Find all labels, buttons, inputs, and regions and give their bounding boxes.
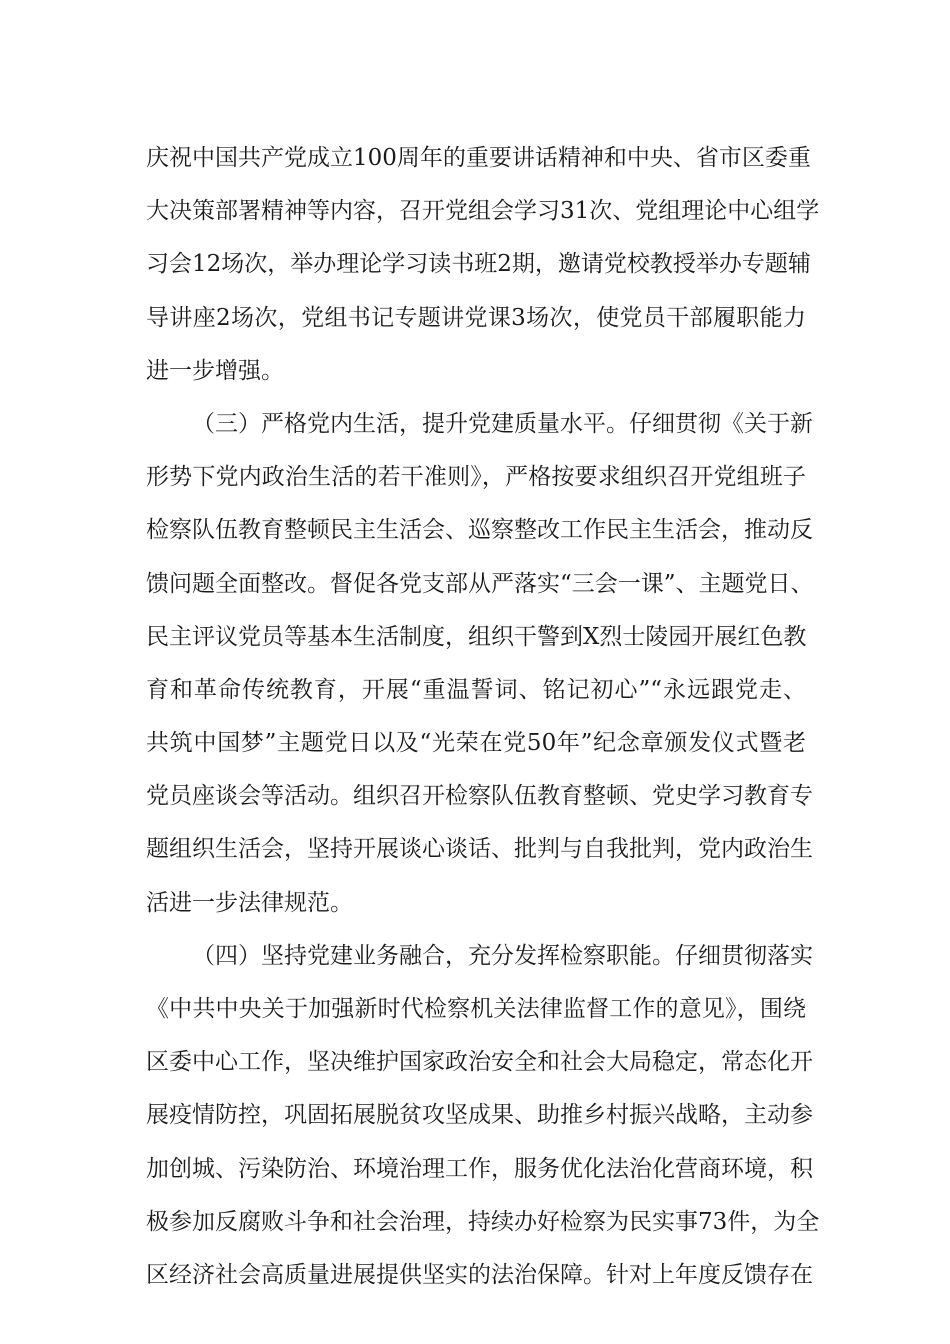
paragraph-heading-3: （三）严格党内生活，提升党建质量水平。仔细贯彻《关于新 (192, 410, 813, 437)
text-line: 习会12场次，举办理论学习读书班2期，邀请党校教授举办专题辅 (146, 251, 811, 278)
paragraph-heading-4: （四）坚持党建业务融合，充分发挥检察职能。仔细贯彻落实 (192, 942, 813, 969)
text-line: 区委中心工作，坚决维护国家政治安全和社会大局稳定，常态化开 (146, 1049, 813, 1076)
text-line: 大决策部署精神等内容，召开党组会学习31次、党组理论中心组学 (146, 198, 820, 225)
text-line: 育和革命传统教育，开展“重温誓词、铭记初心”“永远跟党走、 (146, 676, 806, 703)
text-line: 庆祝中国共产党成立100周年的重要讲话精神和中央、省市区委重 (146, 145, 811, 171)
text-line: 区经济社会高质量进展提供坚实的法治保障。针对上年度反馈存在 (146, 1261, 813, 1288)
text-line: 形势下党内政治生活的若干准则》，严格按要求组织召开党组班子 (146, 464, 806, 491)
text-line: 极参加反腐败斗争和社会治理，持续办好检察为民实事73件，为全 (146, 1208, 820, 1235)
body-text (146, 132, 820, 1302)
text-line: 共筑中国梦”主题党日以及“光荣在党50年”纪念章颁发仪式暨老 (146, 730, 806, 757)
text-line: 民主评议党员等基本生活制度，组织干警到X烈士陵园开展红色教 (146, 623, 807, 650)
text-line: 展疫情防控，巩固拓展脱贫攻坚成果、助推乡村振兴战略，主动参 (146, 1102, 813, 1129)
text-line: 活进一步法律规范。 (146, 889, 353, 916)
text-line: 检察队伍教育整顿民主生活会、巡察整改工作民主生活会，推动反 (146, 517, 813, 544)
text-line: 进一步增强。 (146, 357, 284, 384)
text-line: 党员座谈会等活动。组织召开检察队伍教育整顿、党史学习教育专 (146, 783, 813, 810)
text-line: 加创城、污染防治、环境治理工作，服务优化法治化营商环境，积 (146, 1155, 813, 1182)
text-line: 馈问题全面整改。督促各党支部从严落实“三会一课”、主题党日、 (146, 570, 814, 597)
text-line: 《中共中央关于加强新时代检察机关法律监督工作的意见》，围绕 (146, 996, 806, 1022)
text-line: 题组织生活会，坚持开展谈心谈话、批判与自我批判，党内政治生 (146, 836, 813, 863)
text-line: 导讲座2场次，党组书记专题讲党课3场次，使党员干部履职能力 (146, 304, 806, 331)
